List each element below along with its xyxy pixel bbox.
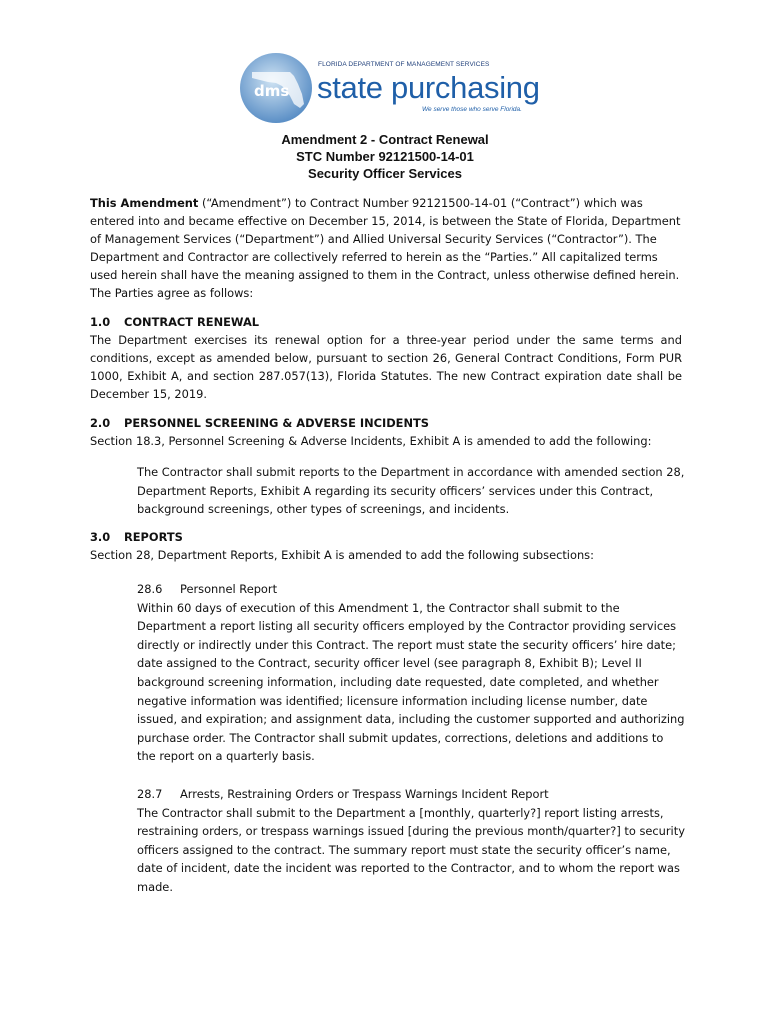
section-3-number: 3.0 [90,530,111,544]
section-3-heading: REPORTS [124,530,183,544]
logo-wordmark: state purchasing [317,70,540,105]
subsection-28-6-title: Personnel Report [180,582,278,596]
subsection-28-7 [137,785,685,897]
logo-org-name: FLORIDA DEPARTMENT OF MANAGEMENT SERVICES [318,61,490,68]
section-3 [90,528,682,564]
section-3-body: Section 28, Department Reports, Exhibit A is amended to add the following subsections: [90,548,594,562]
section-2-number: 2.0 [90,416,111,430]
title-line-2: STC Number 92121500-14-01 [296,149,474,164]
subsection-28-6-number: 28.6 [137,582,163,596]
section-1-body: The Department exercises its renewal option for a three-year period under the same terms and conditions, except as amended below, pursuant to section 26, General Contract Conditions, Form PUR 1000, Exhibit A, and section 287.057(13), Florida Statutes. The new Contract expiration date shall be December 15, 2019. [90,333,682,401]
subsection-28-6 [137,580,685,766]
title-line-3: Security Officer Services [308,166,462,181]
section-1 [90,313,682,403]
section-2 [90,414,682,450]
intro-paragraph [90,194,682,302]
logo-initials: dms [254,82,290,100]
logo-tagline: We serve those who serve Florida. [422,106,522,113]
subsection-28-7-number: 28.7 [137,787,163,801]
intro-text: (“Amendment”) to Contract Number 92121500-14-01 (“Contract”) which was entered into and became effective on December 15, 2014, is between the State of Florida, Department of Management Services (“Department”) and Allied Universal Security Services (“Contractor”). The Department and Contractor are collectively referred to herein as the “Parties.” All capitalized terms used herein shall have the meaning assigned to them in the Contract, unless otherwise defined herein. The Parties agree as follows: [90,196,681,300]
document-title [0,131,770,182]
subsection-28-7-title: Arrests, Restraining Orders or Trespass Warnings Incident Report [180,787,549,801]
section-1-heading: CONTRACT RENEWAL [124,315,260,329]
section-2-quote-text: The Contractor shall submit reports to the Department in accordance with amended section 28, Department Reports, Exhibit A regarding its security officers’ services under this Contract, background screenings, other types of screenings, and incidents. [137,465,685,517]
dms-state-purchasing-logo [238,50,538,124]
section-2-quote [137,463,685,519]
section-2-heading: PERSONNEL SCREENING & ADVERSE INCIDENTS [124,416,429,430]
intro-lead: This Amendment [90,196,199,210]
subsection-28-7-text: The Contractor shall submit to the Department a [monthly, quarterly?] report listing arrests, restraining orders, or trespass warnings issued [during the previous month/quarter?] to security officers assigned to the contract. The summary report must state the security officer’s name, date of incident, date the incident was reported to the Contractor, and to whom the report was made. [137,805,685,894]
section-1-number: 1.0 [90,315,111,329]
section-2-body: Section 18.3, Personnel Screening & Adverse Incidents, Exhibit A is amended to add the following: [90,434,652,448]
subsection-28-6-text: Within 60 days of execution of this Amendment 1, the Contractor shall submit to the Department a report listing all security officers employed by the Contractor providing services directly or indirectly under this Contract. The report must state the security officers’ hire date; date assigned to the Contract, security officer level (see paragraph 8, Exhibit B); Level II background screening information, including date requested, date completed, and whether negative information was identified; licensure information including license number, date issued, and expiration; and assignment data, including the customer supported and authorizing purchase order. The Contractor shall submit updates, corrections, deletions and additions to the report on a quarterly basis. [137,600,685,764]
title-line-1: Amendment 2 - Contract Renewal [281,132,489,147]
florida-map-icon [238,50,328,124]
